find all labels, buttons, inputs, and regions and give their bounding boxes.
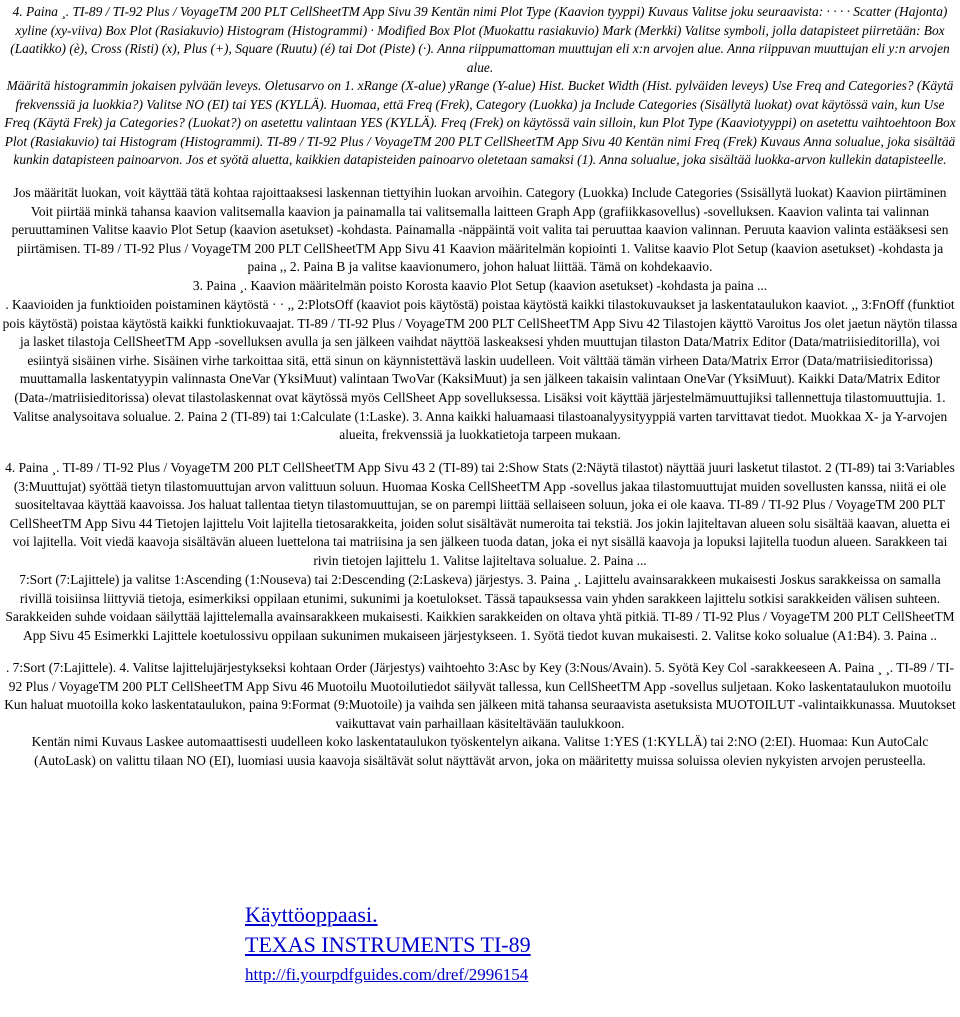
paragraph-delete-plot: 3. Paina ¸. Kaavion määritelmän poisto Korosta kaavio Plot Setup (kaavion asetukset) -kohdasta ja paina ... [192, 278, 768, 293]
paragraph-category: Jos määrität luokan, voit käyttää tätä kohtaa rajoittaaksesi laskennan tiettyihin luokan arvoihin. Category (Luokka) Include Categories (Ssisällytä luokat) Kaavion piirtäminen Voit piirtää minkä tahansa kaavion valitsemalla kaavion ja painamalla tai valitsemalla laitteen Graph App (grafiikkasovellus) -sovelluksen. Kaavion valinta tai valinnan peruuttaminen Valitse kaavio Plot Setup (kaavion asetukset) -kohdasta. Painamalla -näppäintä voit valita tai peruuttaa kaavion valinnan. Peruuta kaavion valinta estääksesi sen piirtämisen. TI-89 / TI-92 Plus / VoyageTM 200 PLT CellSheetTM App Sivu 41 Kaavion määritelmän kopiointi 1. Valitse kaavio Plot Setup (kaavion asetukset) -kohdasta ja paina ,, 2. Paina B ja valitse kaavionumero, johon haluat liittää. Tämä on kohdekaavio. [11, 185, 949, 275]
product-link[interactable]: TEXAS INSTRUMENTS TI-89 [245, 932, 531, 957]
paragraph-plot-type: 4. Paina ¸. TI-89 / TI-92 Plus / VoyageTM 200 PLT CellSheetTM App Sivu 39 Kentän nimi Plot Type (Kaavion tyyppi) Kuvaus Valitse joku seuraavista: · · · · Scatter (Hajonta) xyline (xy-viiva) Box Plot (Rasiakuvio) Histogram (Histogrammi) · Modified Box Plot (Muokattu rasiakuvio) Mark (Merkki) Valitse symboli, jolla datapisteet piirretään: Box (Laatikko) (è), Cross (Risti) (x), Plus (+), Square (Ruutu) (é) tai Dot (Piste) (·). Anna riippumattoman muuttujan eli x:n arvojen alue. Anna riippuvan muuttujan eli y:n arvojen alue. [10, 4, 950, 75]
paragraph-sort: 7:Sort (7:Lajittele) ja valitse 1:Ascending (1:Nouseva) tai 2:Descending (2:Laskeva) järjestys. 3. Paina ¸. Lajittelu avainsarakkeen mukaisesti Joskus sarakkeissa on samalla rivillä toisiinsa liittyviä tietoja, esimerkiksi oppilaan etunimi, sukunimi ja koetulokset. Tässä tapauksessa vain yhden sarakkeen lajittelu sotkisi sarakkeiden välisen suhteen. [19, 572, 941, 606]
paragraph-histogram-width: Määritä histogrammin jokaisen pylvään leveys. Oletusarvo on 1. xRange (X-alue) yRange (Y-alue) Hist. Bucket Width (Hist. pylväiden leveys) Use Freq and Categories? (Käytä frekvenssiä ja luokkia?) Valitse NO (EI) tai YES (KYLLÄ). Huomaa, että Freq (Frek), Category (Luokka) ja Include Categories (Sisällytä luokat) ovat käytössä vain, kun Use Freq (Käytä Frek) ja Categories? (Luokat?) on asetettu valintaan YES (KYLLÄ). Freq (Frek) on käytössä vain silloin, kun Plot Type (Kaaviotyyppi) on asetettu vaihtoehtoon Box Plot (Rasiakuvio) tai Histogram (Histogrammi). TI-89 / TI-92 Plus / VoyageTM 200 PLT CellSheetTM App Sivu 40 Kentän nimi Freq (Frek) Kuvaus Anna solualue, joka sisältää kunkin datapisteen painoarvon. Jos et syötä aluetta, kaikkien datapisteiden painoarvo oletetaan samaksi (1). Anna solualue, joka sisältää luokka-arvon kullekin datapisteelle. [4, 78, 956, 168]
paragraph-autocalc: Kentän nimi Kuvaus Laskee automaattisesti uudelleen koko laskentataulukon työskentelyn aikana. Valitse 1:YES (1:KYLLÄ) tai 2:NO (2:EI). Huomaa: Kun AutoCalc (AutoLask) on valittu tilaan NO (EI), luomiasi uusia kaavoja sisältävät solut näyttävät arvon, joka on määritetty muissa soluissa olevien nykyisten arvojen perusteella. [31, 734, 929, 768]
paragraph-key-sort: Sarakkeiden suhde voidaan säilyttää lajittelemalla avainsarakkeen mukaisesti. Kaikkien sarakkeiden on oltava yhtä pitkiä. TI-89 / TI-92 Plus / VoyageTM 200 PLT CellSheetTM App Sivu 45 Esimerkki Lajittele koetulossivu oppilaan sukunimen mukaiseen järjestykseen. 1. Syötä tiedot kuvan mukaisesti. 2. Valitse koko solualue (A1:B4). 3. Paina .. [5, 609, 955, 643]
paragraph-show-stats: 4. Paina ¸. TI-89 / TI-92 Plus / VoyageTM 200 PLT CellSheetTM App Sivu 43 2 (TI-89) tai 2:Show Stats (2:Näytä tilastot) näyttää juuri lasketut tilastot. 2 (TI-89) tai 3:Variables (3:Muuttujat) syöttää tietyn tilastomuuttujan arvon valittuun soluun. Huomaa Koska CellSheetTM App -sovellus jakaa tilastomuuttujat muiden sovellusten kanssa, niitä ei ole suositeltavaa käyttää kaavoissa. Jos haluat tallentaa tietyn tilastomuuttujan, se on parempi liittää sellaiseen soluun, joka ei ole kaava. TI-89 / TI-92 Plus / VoyageTM 200 PLT CellSheetTM App Sivu 44 Tietojen lajittelu Voit lajitella tietosarakkeita, joiden solut sisältävät numeroita tai tekstiä. Jos jokin lajiteltavan alueen solu sisältää kaavan, aluetta ei voi lajitella. Voit viedä kaavoja sisältävän alueen luettelona tai matriisina ja sen jälkeen tuoda datan, joka ei nyt sisällä kaavoja ja lopuksi lajitella tuodun alueen. Sarakkeen tai rivin tietojen lajittelu 1. Valitse lajiteltava solualue. 2. Paina ... [5, 460, 955, 568]
manual-link[interactable]: Käyttöoppaasi. [245, 902, 378, 927]
paragraph-format: . 7:Sort (7:Lajittele). 4. Valitse lajittelujärjestykseksi kohtaan Order (Järjestys) vaihtoehto 3:Asc by Key (3:Nous/Avain). 5. Syötä Key Col -sarakkeeseen A. Paina ¸ ¸. TI-89 / TI-92 Plus / VoyageTM 200 PLT CellSheetTM App Sivu 46 Muotoilu Muotoilutiedot säilyvät tallessa, kun CellSheetTM App -sovellus suljetaan. Koko laskentataulukon muotoilu Kun haluat muotoilla koko laskentataulukon, paina 9:Format (9:Muotoile) ja vaihda sen jälkeen mitä tahansa seuraavista asetuksista MUOTOILUT -valintaikkunassa. Muutokset vaikuttavat vain parhaillaan käsiteltävään taulukkoon. [4, 660, 956, 731]
url-link[interactable]: http://fi.yourpdfguides.com/dref/2996154 [245, 965, 529, 984]
paragraph-statistics: . Kaavioiden ja funktioiden poistaminen käytöstä · · ,, 2:PlotsOff (kaaviot pois käytöstä) poistaa käytöstä kaikki tilastokuvaukset ja laskentataulukon kaaviot. ,, 3:FnOff (funktiot pois käytöstä) poistaa käytöstä kaikki funktiokuvaajat. TI-89 / TI-92 Plus / VoyageTM 200 PLT CellSheetTM App Sivu 42 Tilastojen käyttö Varoitus Jos olet jaetun näytön tilassa ja lasket tilastoja CellSheetTM App -sovelluksen avulla ja sen jälkeen vaihdat näyttöä laskeaksesi yhden muuttujan tilaston Data/Matrix Editor (Data/matriisieditorilla), voi esiintyä sisäinen virhe. Sisäinen virhe tarkoittaa sitä, että sinun on käynnistettävä laskin uudelleen. Voit välttää tämän virheen Data/Matrix Error (Data/matriisieditorissa) muuttamalla laskentatyypin valinnasta OneVar (YksiMuut) valintaan TwoVar (KaksiMuut) ja sen jälkeen takaisin valintaan OneVar (YksiMuut). Kaikki Data/Matrix Editor (Data-/matriisieditorissa) olevat tilastolaskennat ovat käytössä myös CellSheet App sovelluksessa. Lisäksi voit käyttää järjestelmämuuttujiksi tallennettuja tilastomuuttujia. 1. Valitse analysoitava solualue. 2. Paina 2 (TI-89) tai 1:Calculate (1:Laske). 3. Anna kaikki haluamaasi tilastoanalyysityyppiä varten tarvittavat tiedot. Muokkaa X- ja Y-arvojen alueita, frekvenssiä ja luokkatietoja tarpeen mukaan. [2, 297, 958, 443]
footer-links [245, 900, 531, 988]
